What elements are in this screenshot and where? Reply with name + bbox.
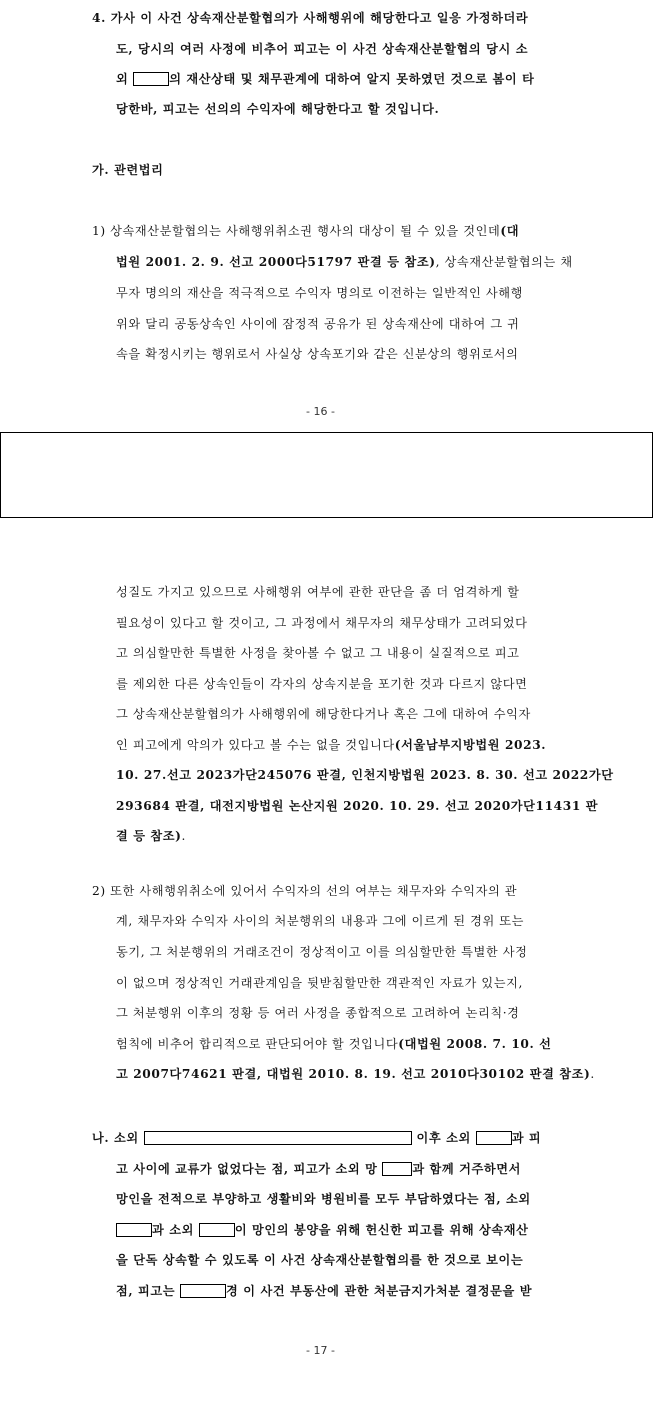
- section-na-line-3: 망인을 전적으로 부양하고 생활비와 병원비를 모두 부담하였다는 점, 소외: [116, 1192, 531, 1206]
- para-1-cont-line-2: 필요성이 있다고 할 것이고, 그 과정에서 채무자의 채무상태가 고려되었다: [116, 616, 528, 630]
- para-1-cont-line-8: 293684 판결, 대전지방법원 논산지원 2020. 10. 29. 선고 2020가단11431 판: [116, 799, 599, 813]
- section-na-line-1: [92, 1131, 541, 1145]
- para-1-cont-citation-start: (서울남부지방법원 2023.: [394, 738, 547, 752]
- para-2-line-3: 동기, 그 처분행위의 거래조건이 정상적이고 이를 의심할만한 특별한 사정: [116, 945, 528, 959]
- para-2-line-1: 2) 또한 사해행위취소에 있어서 수익자의 선의 여부는 채무자와 수익자의 관: [92, 884, 518, 898]
- page-number-17: - 17 -: [306, 1344, 335, 1357]
- para-2-line-5: 그 처분행위 이후의 정황 등 여러 사정을 종합적으로 고려하여 논리칙·경: [116, 1006, 520, 1020]
- section-4-line-1: [92, 11, 528, 25]
- para-2-period: .: [590, 1067, 595, 1081]
- para-1-citation-start: (대: [500, 224, 520, 238]
- para-1-cont-citation-end: 결 등 참조): [116, 829, 182, 843]
- section-4-line-3-start: 외: [116, 72, 129, 86]
- section-4-number: 4.: [92, 11, 106, 25]
- section-na-line-1-end: 과 피: [511, 1131, 542, 1145]
- section-na-line-2-end: 과 함께 거주하면서: [412, 1162, 521, 1176]
- para-2-citation: 고 2007다74621 판결, 대법원 2010. 8. 19. 선고 2010다30102 판결 참조): [116, 1067, 591, 1081]
- para-1-line-2-text: , 상속재산분할협의는 채: [435, 255, 573, 269]
- para-1-cont-line-3: 고 의심할만한 특별한 사정을 찾아볼 수 없고 그 내용이 실질적으로 피고: [116, 646, 520, 660]
- para-1-line-1-text: 1) 상속재산분할협의는 사해행위취소권 행사의 대상이 될 수 있을 것인데: [92, 224, 501, 238]
- para-1-line-1: [92, 224, 519, 238]
- section-na-line-2-start: 고 사이에 교류가 없었다는 점, 피고가 소외 망: [116, 1162, 378, 1176]
- redaction-box: [133, 72, 169, 86]
- section-4-line-3: [116, 72, 535, 86]
- section-4-line-3-end: 의 재산상태 및 채무관계에 대하여 알지 못하였던 것으로 봄이 타: [169, 72, 535, 86]
- para-1-citation: 법원 2001. 2. 9. 선고 2000다51797 판결 등 참조): [116, 255, 436, 269]
- para-1-cont-line-7: 10. 27.선고 2023가단245076 판결, 인천지방법원 2023. 8. 30. 선고 2022가단: [116, 768, 614, 782]
- redaction-box: [382, 1162, 412, 1176]
- page-separator-box: [0, 432, 653, 518]
- para-2-line-6: [116, 1037, 552, 1051]
- para-1-line-2: [116, 255, 573, 269]
- redaction-box: [476, 1131, 512, 1145]
- para-1-cont-line-1: 성질도 가지고 있으므로 사해행위 여부에 관한 판단을 좀 더 엄격하게 할: [116, 585, 520, 599]
- section-na-line-1-mid: 이후 소외: [416, 1131, 471, 1145]
- redaction-box: [116, 1223, 152, 1237]
- section-4-line-2: 도, 당시의 여러 사정에 비추어 피고는 이 사건 상속재산분할협의 당시 소: [116, 42, 529, 56]
- para-1-cont-line-5: 그 상속재산분할협의가 사해행위에 해당한다거나 혹은 그에 대하여 수익자: [116, 707, 531, 721]
- para-2-line-6-text: 험칙에 비추어 합리적으로 판단되어야 할 것입니다: [116, 1037, 399, 1051]
- para-1-line-3: 무자 명의의 재산을 적극적으로 수익자 명의로 이전하는 일반적인 사해행: [116, 286, 523, 300]
- para-1-line-4: 위와 달리 공동상속인 사이에 잠정적 공유가 된 상속재산에 대하여 그 귀: [116, 317, 520, 331]
- para-2-line-7: [116, 1067, 595, 1081]
- redaction-box: [180, 1284, 226, 1298]
- section-na-line-4-end: 이 망인의 봉양을 위해 헌신한 피고를 위해 상속재산: [234, 1223, 529, 1237]
- redaction-box: [144, 1131, 412, 1145]
- para-1-cont-line-9: [116, 829, 186, 843]
- para-1-line-5: 속을 확정시키는 행위로서 사실상 상속포기와 같은 신분상의 행위로서의: [116, 347, 519, 361]
- redaction-box: [199, 1223, 235, 1237]
- heading-ga: 가. 관련법리: [92, 163, 164, 177]
- section-na-line-5: 을 단독 상속할 수 있도록 이 사건 상속재산분할협의를 한 것으로 보이는: [116, 1253, 524, 1267]
- section-na-line-6-end: 경 이 사건 부동산에 관한 처분금지가처분 결정문을 받: [226, 1284, 533, 1298]
- para-2-citation-start: (대법원 2008. 7. 10. 선: [398, 1037, 552, 1051]
- para-2-line-4: 이 없으며 정상적인 거래관계임을 뒷받침할만한 객관적인 자료가 있는지,: [116, 976, 523, 990]
- section-4-line-4: 당한바, 피고는 선의의 수익자에 해당한다고 할 것입니다.: [116, 102, 440, 116]
- para-1-cont-line-6: [116, 738, 546, 752]
- section-na-line-4: [116, 1223, 529, 1237]
- para-2-line-2: 계, 채무자와 수익자 사이의 처분행위의 내용과 그에 이르게 된 경위 또는: [116, 914, 525, 928]
- page-number-16: - 16 -: [306, 405, 335, 418]
- section-4-text: 가사 이 사건 상속재산분할협의가 사해행위에 해당한다고 일응 가정하더라: [110, 11, 529, 25]
- section-na-line-4-start: 과 소외: [152, 1223, 194, 1237]
- section-na-line-2: [116, 1162, 521, 1176]
- section-na-line-1-start: 나. 소외: [92, 1131, 139, 1145]
- section-na-line-6-start: 점, 피고는: [116, 1284, 176, 1298]
- para-1-cont-line-4: 를 제외한 다른 상속인들이 각자의 상속지분을 포기한 것과 다르지 않다면: [116, 677, 528, 691]
- section-na-line-6: [116, 1284, 532, 1298]
- para-1-cont-period: .: [181, 829, 187, 843]
- para-1-cont-line-6-text: 인 피고에게 악의가 있다고 볼 수는 없을 것입니다: [116, 738, 395, 752]
